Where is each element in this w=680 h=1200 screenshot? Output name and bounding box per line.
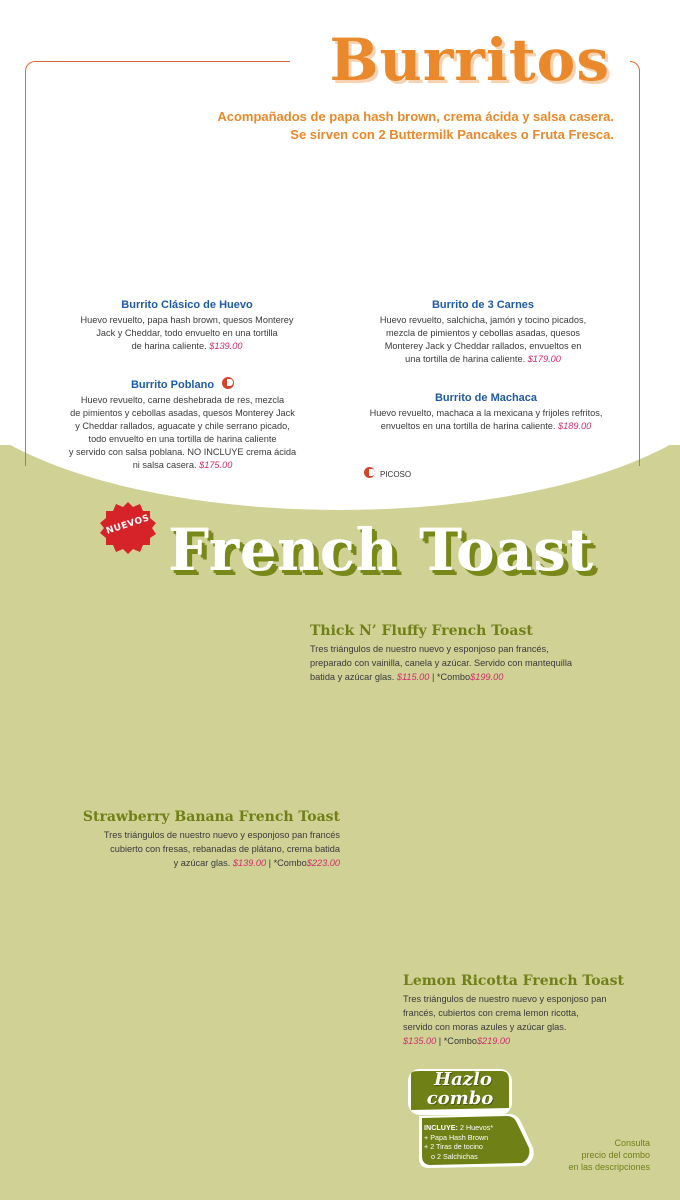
burritos-subtitle-line2: Se sirven con 2 Buttermilk Pancakes o Fruta Fresca.	[290, 127, 614, 142]
consulta-note	[520, 1137, 650, 1173]
item-name: Burrito de Machaca	[434, 392, 538, 404]
item-desc-line: todo envuelto en una tortilla de harina caliente	[88, 434, 277, 444]
consulta-line: Consulta	[614, 1138, 650, 1148]
picoso-legend	[364, 467, 411, 479]
price-separator: |	[438, 1036, 442, 1046]
menu-item-burrito-machaca	[350, 392, 622, 433]
item-price: $135.00	[403, 1036, 437, 1046]
menu-item-lemon-ricotta	[403, 972, 663, 1048]
menu-item-burrito-poblano	[55, 377, 310, 472]
item-desc-line: preparado con vainilla, canela y azúcar. Servido con mantequilla	[310, 658, 573, 668]
combo-include-item: 2 Huevos*	[459, 1123, 494, 1132]
item-name: Strawberry Banana French Toast	[82, 809, 340, 825]
menu-item-burrito-3-carnes	[348, 299, 618, 366]
item-desc-line: ni salsa casera.	[132, 460, 197, 470]
price-separator: |	[268, 858, 272, 868]
chili-icon	[222, 377, 234, 389]
item-name: Lemon Ricotta French Toast	[403, 973, 624, 989]
item-name: Burrito de 3 Carnes	[431, 299, 535, 311]
item-name: Burrito Clásico de Huevo	[121, 299, 253, 311]
item-desc-line: y Cheddar rallados, aguacate y chile serrano picado,	[75, 421, 290, 431]
price-separator: |	[431, 672, 435, 682]
item-desc-line: Tres triángulos de nuestro nuevo y esponjoso pan francés	[103, 830, 340, 840]
consulta-line: precio del combo	[581, 1150, 650, 1160]
item-desc-line: mezcla de pimientos y cebollas asadas, quesos	[385, 328, 581, 338]
legend-label: PICOSO	[380, 470, 412, 479]
item-desc-line: francés, cubiertos con crema lemon ricotta,	[403, 1008, 579, 1018]
burritos-subtitle-line1: Acompañados de papa hash brown, crema ácida y salsa casera.	[217, 109, 614, 124]
item-desc-line: Huevo revuelto, papa hash brown, quesos Monterey	[80, 315, 294, 325]
item-desc-line: batida y azúcar glas.	[310, 672, 395, 682]
combo-price: $219.00	[476, 1036, 511, 1046]
burritos-title: Burritos	[329, 26, 610, 94]
item-desc-line: envueltos en una tortilla de harina caliente.	[380, 421, 556, 431]
combo-label: *Combo	[443, 1036, 477, 1046]
combo-includes-label: INCLUYE:	[424, 1123, 458, 1132]
burritos-subtitle	[114, 108, 614, 144]
item-desc-line: Tres triángulos de nuestro nuevo y esponjoso pan	[403, 994, 607, 1004]
combo-include-item: o 2 Salchichas	[431, 1151, 478, 1161]
item-price: $139.00	[232, 858, 267, 868]
item-desc-line: Monterey Jack y Cheddar rallados, envueltos en	[384, 341, 582, 351]
combo-price: $223.00	[306, 858, 340, 868]
menu-item-burrito-clasico	[62, 299, 312, 353]
chili-icon	[364, 467, 375, 478]
combo-price: $199.00	[470, 672, 504, 682]
item-desc-line: Huevo revuelto, machaca a la mexicana y frijoles refritos,	[369, 408, 603, 418]
item-price: $175.00	[199, 460, 233, 470]
item-desc-line: de harina caliente.	[131, 341, 207, 351]
combo-include-item: + Papa Hash Brown	[424, 1132, 489, 1142]
item-price: $179.00	[527, 354, 561, 364]
combo-title-line1: Hazlo	[434, 1069, 492, 1090]
item-desc-line: cubierto con fresas, rebanadas de plátano, crema batida	[110, 844, 340, 854]
combo-include-item: + 2 Tiras de tocino	[424, 1142, 483, 1151]
item-desc-line: y azúcar glas.	[173, 858, 231, 868]
item-price: $189.00	[558, 421, 592, 431]
item-desc-line: Huevo revuelto, salchicha, jamón y tocino picados,	[379, 315, 587, 325]
item-price: $139.00	[209, 341, 243, 351]
nuevos-badge-label: NUEVOS	[105, 513, 151, 537]
combo-includes	[424, 1123, 534, 1161]
item-desc-line: de pimientos y cebollas asadas, quesos Monterey Jack	[70, 408, 295, 418]
item-name: Burrito Poblano	[130, 379, 215, 391]
item-desc-line: una tortilla de harina caliente.	[405, 354, 526, 364]
consulta-line: en las descripciones	[568, 1162, 650, 1172]
item-desc-line: Jack y Cheddar, todo envuelto en una tortilla	[96, 328, 278, 338]
item-name: Thick N’ Fluffy French Toast	[310, 623, 533, 639]
french-toast-title: French Toast	[168, 516, 594, 584]
item-desc-line: Tres triángulos de nuestro nuevo y esponjoso pan francés,	[310, 644, 549, 654]
item-desc-line: servido con moras azules y azúcar glas.	[403, 1022, 567, 1032]
item-desc-line: Huevo revuelto, carne deshebrada de res, mezcla	[80, 395, 285, 405]
combo-label: *Combo	[436, 672, 471, 682]
combo-label: *Combo	[273, 858, 307, 868]
item-price: $115.00	[396, 672, 430, 682]
menu-item-strawberry-banana	[30, 808, 340, 870]
item-desc-line: y servido con salsa poblana. NO INCLUYE crema ácida	[68, 447, 297, 457]
combo-title-line2: combo	[426, 1088, 494, 1109]
menu-item-thick-fluffy	[310, 622, 640, 684]
